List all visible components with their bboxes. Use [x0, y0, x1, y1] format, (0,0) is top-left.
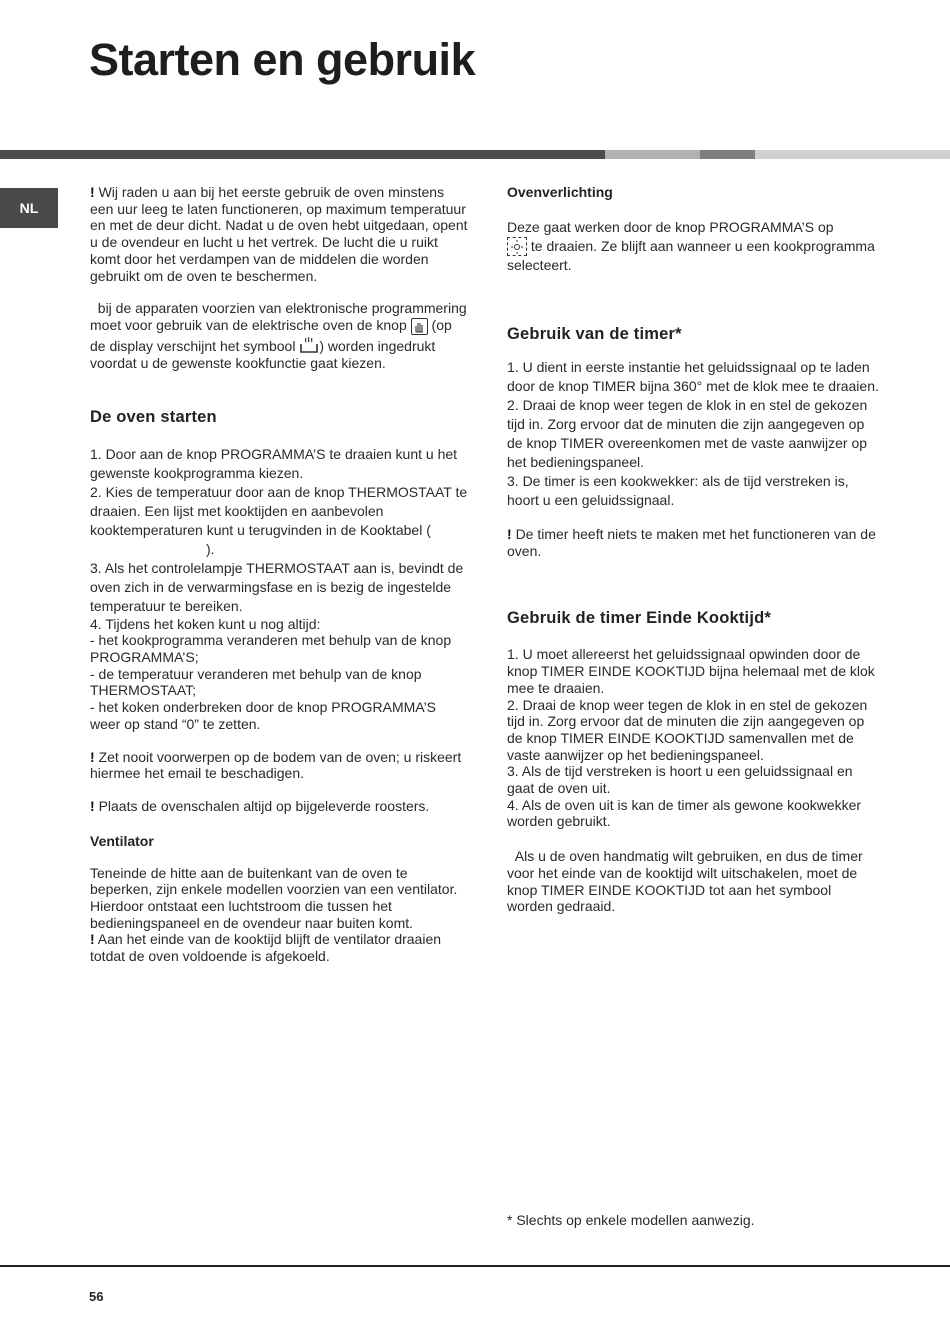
warning-mark: !: [90, 184, 95, 200]
start-step-4: 4. Tijdens het koken kunt u nog altijd:: [90, 615, 321, 632]
header-bar-light: [605, 150, 700, 159]
right-column: [507, 184, 879, 915]
section-heading-light: Ovenverlichting: [507, 184, 613, 200]
start-step-4a: - het kookprogramma veranderen met behulp van de knop PROGRAMMA’S;: [90, 632, 452, 666]
fan-paragraph: Teneinde de hitte aan de buitenkant van de oven te beperken, zijn enkele modellen voorzien van een ventilator. Hierdoor ontstaat een luchtstroom die tussen het bedieningspaneel en de ovendeur naar buiten komt.: [90, 864, 458, 931]
end-timer-step-2: 2. Draai de knop weer tegen de klok in en stel de gekozen tijd in. Zorg ervoor dat de minuten die zijn aangegeven op de knop TIMER EINDE KOOKTIJD samenvallen met de vaste aanwijzer op het bedieningspaneel.: [507, 696, 868, 763]
footer-rule: [0, 1265, 950, 1267]
language-tab: NL: [0, 188, 58, 228]
intro-paragraph: ! Wij raden u aan bij het eerste gebruik de oven minstens een uur leeg te laten functioneren, op maximum temperatuur en met de deur dicht. Nadat u de oven hebt uitgedaan, opent u de ovendeur en lucht u het vertrek. De lucht die u ruikt komt door het verdampen van de middelen die worden gebruikt om de oven te beschermen.: [90, 184, 468, 284]
warning-mark: !: [507, 526, 512, 542]
start-step-1: 1. Door aan de knop PROGRAMMA’S te draaien kunt u het gewenste kookprogramma kiezen.: [90, 445, 458, 481]
warning-paragraph-1: ! Zet nooit voorwerpen op de bodem van de oven; u riskeert hiermee het email te beschadigen.: [90, 748, 462, 782]
warning-paragraph-2: ! Plaats de ovenschalen altijd op bijgeleverde roosters.: [90, 797, 430, 814]
page-title: Starten en gebruik: [89, 34, 476, 85]
warning-mark: !: [90, 748, 95, 765]
oven-light-icon: [507, 237, 527, 256]
start-step-4b: - de temperatuur veranderen met behulp van de knop THERMOSTAAT;: [90, 665, 422, 699]
start-step-3: 3. Als het controlelampje THERMOSTAAT aan is, bevindt de oven zich in de verwarmingsfase en is bezig de ingestelde temperatuur te bereiken.: [90, 559, 464, 614]
manual-paragraph: Als u de oven handmatig wilt gebruiken, en dus de timer voor het einde van de kooktijd wilt uitschakelen, moet de knop TIMER EINDE KOOKTIJD tot aan het symboolworden gedraaid.: [507, 848, 863, 915]
timer-step-3: 3. De timer is een kookwekker: als de tijd verstreken is, hoort u een geluidssignaal.: [507, 473, 849, 508]
section-heading-fan: Ventilator: [90, 832, 154, 849]
end-timer-step-4: 4. Als de oven uit is kan de timer als gewone kookwekker worden gebruikt.: [507, 796, 862, 830]
section-heading-start: De oven starten: [90, 407, 217, 426]
page-number: 56: [89, 1289, 104, 1304]
start-step-2: 2. Kies de temperatuur door aan de knop THERMOSTAAT te draaien. Een lijst met kooktijden en aanbevolen kooktemperaturen kunt u terugvinden in de Kooktabel ().: [90, 483, 468, 557]
timer-warning: ! De timer heeft niets te maken met het functioneren van de oven.: [507, 526, 876, 559]
left-column: [90, 184, 470, 965]
footnote: * Slechts op enkele modellen aanwezig.: [507, 1212, 755, 1228]
warning-mark: !: [90, 931, 95, 948]
hand-button-icon: [411, 318, 428, 335]
warning-mark: !: [90, 797, 95, 814]
electronic-paragraph: bij de apparaten voorzien van elektronische programmering moet voor gebruik van de elektrische oven de knop (op de display verschijnt het symbool ) worden ingedrukt voordat u de gewenste kookfunctie gaat kiezen.: [90, 300, 467, 371]
section-heading-end-timer: Gebruik de timer Einde Kooktijd*: [507, 609, 772, 628]
header-bar-pale: [755, 150, 950, 159]
start-step-4c: - het koken onderbreken door de knop PROGRAMMA’S weer op stand “0” te zetten.: [90, 699, 437, 732]
header-bar-dark: [0, 150, 605, 159]
end-timer-step-1: 1. U moet allereerst het geluidssignaal opwinden door de knop TIMER EINDE KOOKTIJD bijna helemaal met de klok mee te draaien.: [507, 646, 875, 696]
section-heading-timer: Gebruik van de timer*: [507, 325, 682, 343]
timer-step-2: 2. Draai de knop weer tegen de klok in en stel de gekozen tijd in. Zorg ervoor dat de minuten die zijn aangegeven op de knop TIMER overeenkomen met de vaste aanwijzer op het bedieningspaneel.: [507, 397, 868, 470]
light-paragraph: Deze gaat werken door de knop PROGRAMMA’S op te draaien. Ze blijft aan wanneer u een kookprogramma selecteert.: [507, 219, 875, 273]
header-bar-mid: [700, 150, 755, 159]
heating-symbol-icon: [299, 335, 319, 355]
fan-warning: ! Aan het einde van de kooktijd blijft de ventilator draaien totdat de oven voldoende is afgekoeld.: [90, 931, 442, 965]
end-timer-step-3: 3. Als de tijd verstreken is hoort u een geluidssignaal en gaat de oven uit.: [507, 763, 853, 797]
timer-step-1: 1. U dient in eerste instantie het geluidssignaal op te laden door de knop TIMER bijna 360° met de klok mee te draaien.: [507, 359, 879, 394]
